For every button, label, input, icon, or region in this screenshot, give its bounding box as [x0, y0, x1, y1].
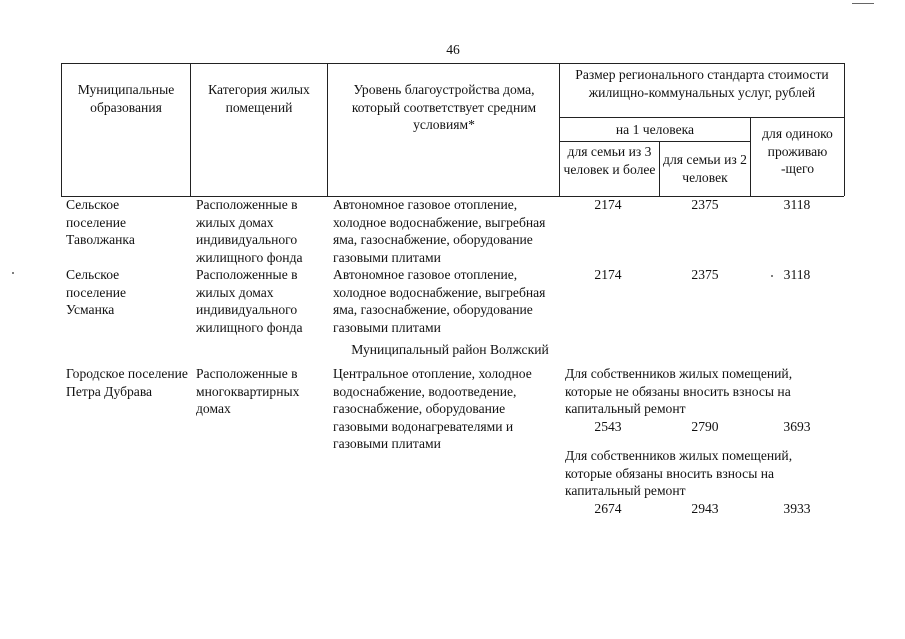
cell-category: Расположенные в жилых домах индивидуального жилищного фонда	[196, 267, 303, 335]
district-heading: Муниципальный район Волжский	[351, 342, 549, 357]
cell-value-family2: 2375	[691, 197, 719, 212]
header-municipal: Муниципальные образования	[77, 82, 175, 115]
owner-note-with-contribution: Для собственников жилых помещений, которые обязаны вносить взносы на капитальный ремонт	[565, 448, 793, 498]
cell-value-family3: 2674	[594, 501, 622, 516]
owner-note-no-contribution: Для собственников жилых помещений, которые не обязаны вносить взносы на капитальный ремонт	[565, 366, 793, 416]
cell-value-family2: 2943	[691, 501, 719, 516]
header-category: Категория жилых помещений	[208, 82, 310, 115]
page-number: 46	[446, 42, 460, 57]
cell-category: Расположенные в жилых домах индивидуального жилищного фонда	[196, 197, 303, 265]
cell-level: Автономное газовое отопление, холодное водоснабжение, выгребная яма, газоснабжение, оборудование газовыми плитами	[333, 267, 546, 335]
cell-municipal: Городское поселение Петра Дубрава	[66, 366, 188, 399]
cell-value-family3: 2174	[594, 267, 622, 282]
header-single: для одиноко проживаю -щего	[762, 126, 833, 176]
header-per-person: на 1 человека	[615, 122, 695, 137]
cell-value-family3: 2174	[594, 197, 622, 212]
header-level: Уровень благоустройства дома, который соответствует средним условиям*	[351, 82, 537, 132]
scan-dot	[12, 272, 14, 274]
cell-municipal: Сельское поселение Усманка	[66, 267, 127, 317]
cell-value-single: 3118	[783, 197, 811, 212]
cell-value-family2: 2375	[691, 267, 719, 282]
header-family3: для семьи из 3 человек и более	[563, 144, 656, 177]
header-family2: для семьи из 2 человек	[663, 152, 747, 185]
cell-value-family2: 2790	[691, 419, 719, 434]
cell-value-family3: 2543	[594, 419, 622, 434]
cell-value-single: 3933	[783, 501, 811, 516]
cell-level: Центральное отопление, холодное водоснабжение, водоотведение, газоснабжение, оборудование газовыми водонагревателями и газовыми плитами	[333, 366, 532, 451]
cell-level: Автономное газовое отопление, холодное водоснабжение, выгребная яма, газоснабжение, оборудование газовыми плитами	[333, 197, 546, 265]
cell-municipal: Сельское поселение Таволжанка	[66, 197, 135, 247]
cell-value-single: 3693	[783, 419, 811, 434]
cell-value-single: 3118	[783, 267, 811, 282]
cell-category: Расположенные в многоквартирных домах	[196, 366, 300, 416]
scan-mark	[852, 3, 874, 4]
header-size: Размер регионального стандарта стоимости жилищно-коммунальных услуг, рублей	[575, 67, 829, 100]
